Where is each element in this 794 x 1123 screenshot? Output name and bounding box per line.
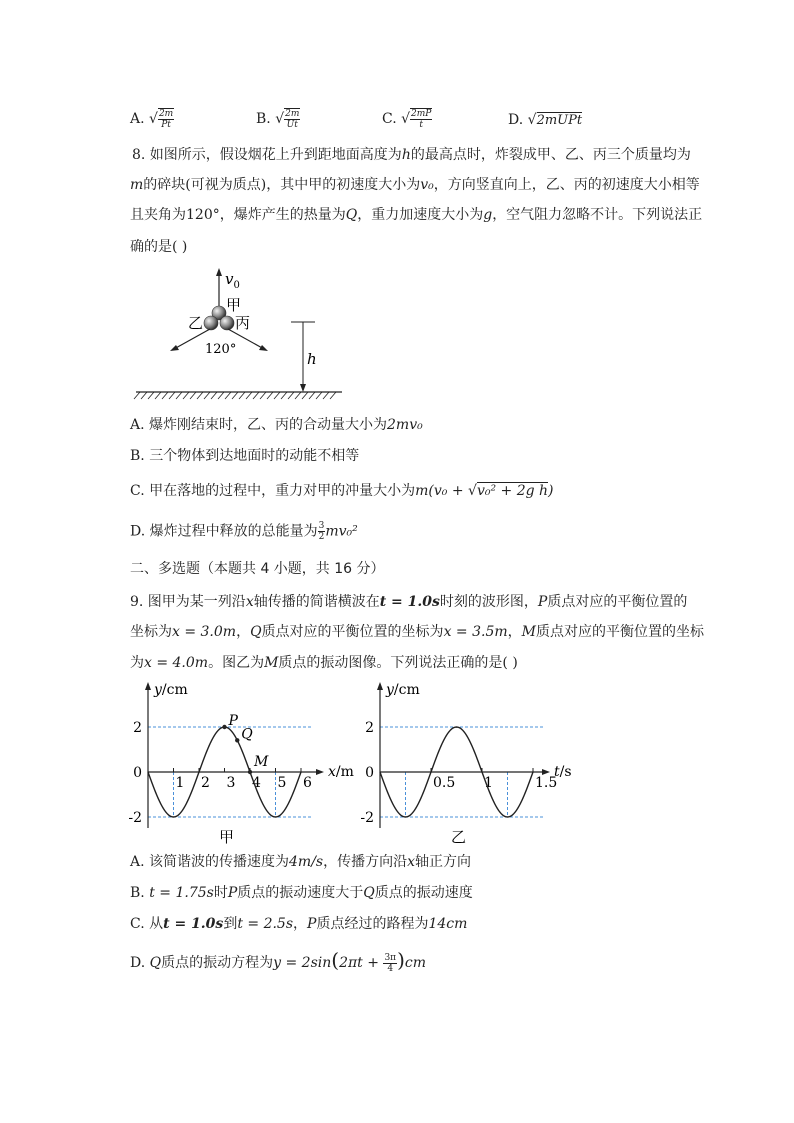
hatch-line	[211, 392, 217, 399]
y-axis-arrowhead-icon	[145, 682, 151, 690]
hatch-line	[260, 392, 266, 399]
paren-open: (	[331, 948, 340, 972]
q7-option-d	[508, 110, 582, 131]
label-yi: 乙	[188, 314, 204, 332]
x-tick-label: 3	[226, 775, 236, 791]
hatch-line	[267, 392, 273, 399]
height-label: h	[307, 350, 317, 368]
q9-line-1: 9. 图甲为某一列沿x轴传播的简谐横波在t = 1.0s时刻的波形图，P质点对应的平衡位置的	[130, 594, 688, 610]
x-axis-label: t/s	[554, 764, 572, 780]
x-tick-label: 1.5	[535, 775, 558, 791]
bing-arrowhead-icon	[259, 345, 268, 351]
sqrt-symbol: √	[527, 112, 537, 128]
q9-option-c: C. 从t = 1.0s到t = 2.5s，P质点经过的路程为14cm	[130, 916, 468, 932]
y-axis-arrowhead-icon	[377, 682, 383, 690]
chart-title: 甲	[218, 828, 235, 846]
hatch-line	[197, 392, 203, 399]
hatch-line	[169, 392, 175, 399]
q7-option-c	[382, 108, 432, 130]
chart-title: 乙	[450, 828, 467, 846]
q8-line-4: 确的是( )	[130, 239, 188, 255]
y-tick-label: 2	[133, 720, 142, 736]
q7-option-d-label: D.	[508, 112, 524, 128]
x-axis-label: x/m	[328, 764, 354, 780]
y-axis-label: y/cm	[154, 682, 188, 698]
x-tick-label: 0.5	[433, 775, 456, 791]
hatch-line	[176, 392, 182, 399]
hatch-line	[204, 392, 210, 399]
label-bing: 丙	[235, 314, 251, 332]
hatch-line	[246, 392, 252, 399]
q7-option-c-frac: $\frac{2mP}{t}$	[411, 109, 432, 130]
hatch-line	[239, 392, 245, 399]
yi-arrowhead-icon	[170, 345, 179, 351]
sqrt-symbol: √	[149, 111, 158, 127]
sqrt-symbol: √	[468, 483, 477, 499]
hatch-line	[316, 392, 322, 399]
hatch-line	[162, 392, 168, 399]
x-tick-label: 2	[201, 775, 210, 791]
v0-label: $v_0$	[225, 270, 240, 291]
hatch-line	[288, 392, 294, 399]
x-tick-label: 1	[484, 775, 493, 791]
hatch-line	[218, 392, 224, 399]
hatch-line	[148, 392, 154, 399]
section-heading-multiple-choice: 二、多选题（本题共 4 小题，共 16 分）	[130, 561, 385, 577]
chart-jia-waveform	[130, 678, 360, 848]
hatch-line	[302, 392, 308, 399]
y-tick-label: 0	[133, 765, 142, 781]
hatch-line	[190, 392, 196, 399]
q8-option-d: D. 爆炸过程中释放的总能量为 $\frac{3}{2}$ mv₀²	[130, 521, 358, 542]
point-P	[222, 725, 226, 729]
point-label-M: M	[254, 754, 269, 770]
q9-line-3: 为x = 4.0m。图乙为M质点的振动图像。下列说法正确的是( )	[130, 655, 518, 671]
point-label-Q: Q	[241, 726, 253, 743]
label-jia: 甲	[226, 296, 242, 314]
x-tick-label: 1	[175, 775, 185, 791]
q8-line-1: 8. 如图所示，假设烟花上升到距地面高度为h的最高点时，炸裂成甲、乙、丙三个质量均为	[132, 147, 691, 163]
q7-option-c-label: C.	[382, 111, 397, 127]
hatch-line	[232, 392, 238, 399]
point-label-P: P	[228, 713, 238, 729]
y-tick-label: -2	[360, 810, 374, 826]
hatch-line	[253, 392, 259, 399]
hatch-line	[330, 392, 336, 399]
q9-option-d: D. Q质点的振动方程为y = 2sin(2πt + $\frac{3\pi}{4}$ )cm	[130, 948, 427, 974]
height-arrowhead-icon	[300, 384, 306, 392]
fragment-bing-ball	[220, 316, 234, 330]
x-tick-label: 5	[277, 775, 287, 791]
x-tick-label: 4	[252, 775, 261, 791]
angle-label: 120°	[205, 342, 237, 357]
y-axis-label: y/cm	[386, 682, 420, 698]
q7-option-b-label: B.	[256, 111, 271, 127]
q9-option-b: B. t = 1.75s时P质点的振动速度大于Q质点的振动速度	[130, 885, 473, 901]
hatch-line	[141, 392, 147, 399]
q9-option-d-frac: $\frac{3\pi}{4}$	[384, 952, 397, 974]
hatch-line	[309, 392, 315, 399]
q7-option-a-frac: $\frac{2m}{Pt}$	[158, 109, 174, 130]
hatch-line	[225, 392, 231, 399]
y-tick-label: -2	[128, 810, 142, 826]
q7-option-d-expr: 2mUPt	[536, 113, 583, 128]
q8-option-b: B. 三个物体到达地面时的动能不相等	[130, 448, 360, 464]
q7-option-b	[256, 108, 300, 130]
ground-hatching	[134, 392, 336, 399]
q7-option-b-frac: $\frac{2m}{Ut}$	[285, 109, 300, 130]
sqrt-symbol: √	[275, 111, 285, 127]
sqrt-symbol: √	[401, 111, 411, 127]
q8-firework-figure	[130, 262, 350, 404]
q9-option-a: A. 该简谐波的传播速度为4m/s，传播方向沿x轴正方向	[130, 854, 472, 870]
q7-option-a	[130, 108, 174, 130]
v0-arrowhead-icon	[216, 268, 222, 276]
q8-option-d-frac: $\frac{3}{2}$	[318, 521, 325, 542]
q8-line-2: m的碎块(可视为质点)，其中甲的初速度大小为v₀，方向竖直向上，乙、丙的初速度大小相等	[130, 177, 700, 193]
chart-yi-vibration	[358, 678, 578, 848]
q9-line-2: 坐标为x = 3.0m，Q质点对应的平衡位置的坐标为x = 3.5m，M质点对应的平衡位置的坐标	[130, 624, 704, 640]
q8-option-c: C. 甲在落地的过程中，重力对甲的冲量大小为m(v₀ + √v₀² + 2g h)	[130, 483, 554, 499]
hatch-line	[183, 392, 189, 399]
q8-option-a: A. 爆炸刚结束时，乙、丙的合动量大小为2mv₀	[130, 417, 423, 433]
hatch-line	[281, 392, 287, 399]
q8-line-3: 且夹角为120°，爆炸产生的热量为Q，重力加速度大小为g，空气阻力忽略不计。下列说法正	[130, 207, 703, 223]
x-tick-label: 6	[303, 775, 312, 791]
y-tick-label: 0	[365, 765, 374, 781]
y-tick-label: 2	[365, 720, 374, 736]
hatch-line	[155, 392, 161, 399]
fragment-yi-ball	[204, 316, 218, 330]
point-M	[248, 770, 252, 774]
hatch-line	[323, 392, 329, 399]
hatch-line	[134, 392, 140, 399]
point-Q	[235, 738, 239, 742]
x-axis-arrowhead-icon	[316, 769, 324, 775]
q7-option-a-label: A.	[130, 111, 145, 127]
hatch-line	[274, 392, 280, 399]
hatch-line	[295, 392, 301, 399]
paren-close: )	[397, 948, 405, 972]
